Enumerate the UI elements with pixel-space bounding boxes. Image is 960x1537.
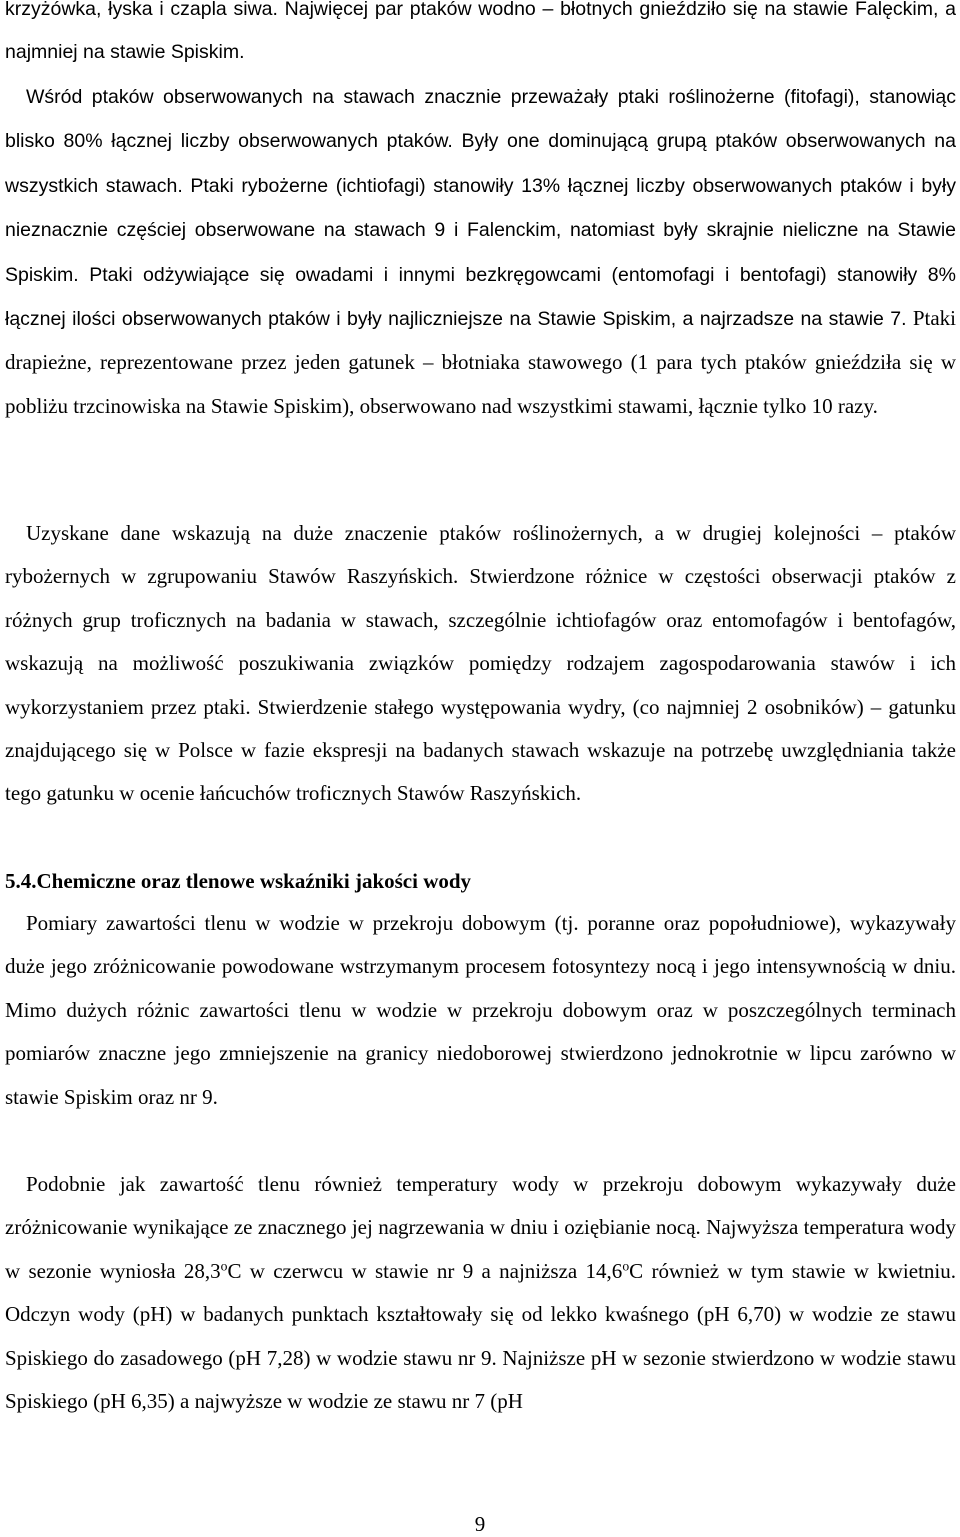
paragraph-bird-nesting xyxy=(5,0,956,75)
paragraph-text: Pomiary zawartości tlenu w wodzie w przekroju dobowym (tj. poranne oraz popołudniowe), wykazywały duże jego zróżnicowanie powodowane wstrzymanym procesem fotosyntezy nocą i jego intensywnością w dniu. Mimo dużych różnic zawartości tlenu w wodzie w przekroju dobowym oraz w poszczególnych terminach pomiarów znaczne jego zmniejszenie na granicy niedoborowej stwierdzono jednokrotnie w lipcu zarówno w stawie Spiskim oraz nr 9. xyxy=(5,911,956,1109)
paragraph-temperature-ph xyxy=(5,1163,956,1423)
paragraph-text: Wśród ptaków obserwowanych na stawach znacznie przeważały ptaki roślinożerne (fitofagi), stanowiąc blisko 80% łącznej liczby obserwowanych ptaków. Były one dominującą grupą ptaków obserwowanych na wszystkich stawach. Ptaki rybożerne (ichtiofagi) stanowiły 13% łącznej liczby obserwowanych ptaków i były nieznacznie częściej obserwowane na stawach 9 i Falenckim, natomiast były skrajnie nieliczne na Stawie Spiskim. Ptaki odżywiające się owadami i innymi bezkręgowcami (entomofagi i bentofagi) stanowiły 8% łącznej ilości obserwowanych ptaków i były najliczniejsze na Stawie Spiskim, a najrzadsze na stawie 7. xyxy=(5,86,956,331)
paragraph-conclusions xyxy=(5,512,956,816)
section-heading: 5.4.Chemiczne oraz tlenowe wskaźniki jakości wody xyxy=(5,869,472,893)
degree-superscript: o xyxy=(622,1258,630,1274)
paragraph-text: Uzyskane dane wskazują na duże znaczenie ptaków roślinożernych, a w drugiej kolejności – ptaków rybożernych w zgrupowaniu Stawów Raszyńskich. Stwierdzone różnice w częstości obserwacji ptaków z różnych grup troficznych na badania w stawach, szczególnie ichtiofagów oraz entomofagów i bentofagów, wskazują na możliwość poszukiwania związków pomiędzy rodzajem zagospodarowania stawów i ich wykorzystaniem przez ptaki. Stwierdzenie stałego występowania wydry, (co najmniej 2 osobników) – gatunku znajdującego się w Polsce w fazie ekspresji na badanych stawach wskazuje na potrzebę uwzględniania także tego gatunku w ocenie łańcuchów troficznych Stawów Raszyńskich. xyxy=(5,521,956,806)
degree-superscript: o xyxy=(220,1258,228,1274)
page-number: 9 xyxy=(474,1512,486,1536)
paragraph-text: C w czerwcu w stawie nr 9 a najniższa 14,6 xyxy=(227,1258,623,1283)
paragraph-text: Ptaki drapieżne, reprezentowane przez jeden gatunek – błotniaka stawowego (1 para tych ptaków gnieździła się w pobliżu trzcinowiska na Stawie Spiskim), obserwowano nad wszystkimi stawami, łącznie tylko 10 razy. xyxy=(5,306,956,418)
paragraph-trophic-groups xyxy=(5,75,956,428)
paragraph-text: C również w tym stawie w kwietniu. Odczyn wody (pH) w badanych punktach kształtowały się od lekko kwaśnego (pH 6,70) w wodzie ze stawu Spiskiego do zasadowego (pH 7,28) w wodzie stawu nr 9. Najniższe pH w sezonie stwierdzono w wodzie stawu Spiskiego (pH 6,35) a najwyższe w wodzie ze stawu nr 7 (pH xyxy=(5,1258,956,1414)
paragraph-oxygen xyxy=(5,902,956,1119)
paragraph-text: Podobnie jak zawartość tlenu również temperatury wody w przekroju dobowym wykazywały duże zróżnicowanie wynikające ze znacznego jej nagrzewania w dniu i oziębianie nocą. Najwyższa temperatura wody w sezonie wyniosła 28,3 xyxy=(5,1172,956,1283)
paragraph-text: krzyżówka, łyska i czapla siwa. Najwięcej par ptaków wodno – błotnych gnieździło się na stawie Falęckim, a najmniej na stawie Spiskim. xyxy=(5,0,956,64)
